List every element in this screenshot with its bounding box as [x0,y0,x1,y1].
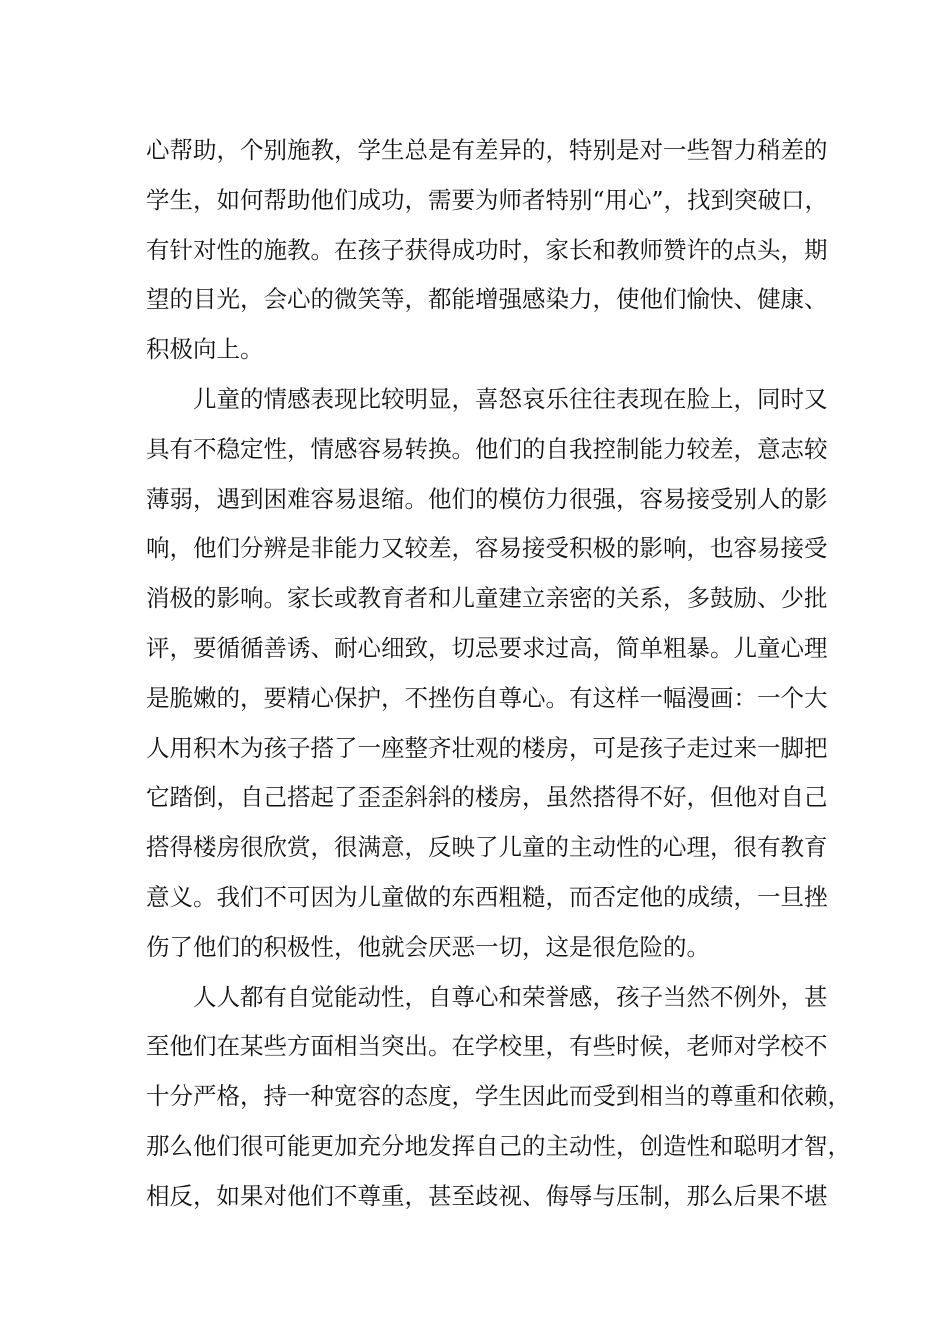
text-line: 有针对性的施教。在孩子获得成功时，家长和教师赞许的点头，期 [146,235,828,264]
text-line: 积极向上。 [146,335,264,364]
text-line: 是脆嫩的，要精心保护，不挫伤自尊心。有这样一幅漫画：一个大 [146,683,828,712]
text-line: 消极的影响。家长或教育者和儿童建立亲密的关系，多鼓励、少批 [146,584,828,613]
text-line: 十分严格，持一种宽容的态度，学生因此而受到相当的尊重和依赖， [146,1082,851,1111]
text-line: 薄弱，遇到困难容易退缩。他们的模仿力很强，容易接受别人的影 [146,484,828,513]
text-line: 相反，如果对他们不尊重，甚至歧视、侮辱与压制，那么后果不堪 [146,1181,828,1210]
text-line: 至他们在某些方面相当突出。在学校里，有些时候，老师对学校不 [146,1032,828,1061]
text-line: 评，要循循善诱、耐心细致，切忌要求过高，简单粗暴。儿童心理 [146,633,828,662]
text-line: 望的目光，会心的微笑等，都能增强感染力，使他们愉快、健康、 [146,285,828,314]
text-line: 它踏倒，自己搭起了歪歪斜斜的楼房，虽然搭得不好，但他对自己 [146,783,828,812]
text-line: 儿童的情感表现比较明显，喜怒哀乐往往表现在脸上，同时又 [193,384,828,413]
text-line: 心帮助，个别施教，学生总是有差异的，特别是对一些智力稍差的 [146,136,828,164]
text-line: 响，他们分辨是非能力又较差，容易接受积极的影响，也容易接受 [146,534,828,563]
text-line: 人用积木为孩子搭了一座整齐壮观的楼房，可是孩子走过来一脚把 [146,733,828,762]
text-line: 伤了他们的积极性，他就会厌恶一切，这是很危险的。 [146,932,710,961]
text-line: 学生，如何帮助他们成功，需要为师者特别“用心”，找到突破口， [146,185,829,214]
document-body [146,126,851,1222]
paragraph-2 [146,375,828,973]
paragraph-1 [146,126,829,375]
text-line: 搭得楼房很欣赏，很满意，反映了儿童的主动性的心理，很有教育 [146,833,828,862]
text-line: 具有不稳定性，情感容易转换。他们的自我控制能力较差，意志较 [146,434,828,463]
text-line: 那么他们很可能更加充分地发挥自己的主动性，创造性和聪明才智， [146,1131,851,1160]
text-line: 人人都有自觉能动性，自尊心和荣誉感，孩子当然不例外，甚 [193,982,828,1011]
text-line: 意义。我们不可因为儿童做的东西粗糙，而否定他的成绩，一旦挫 [146,882,828,911]
paragraph-3 [146,973,851,1222]
